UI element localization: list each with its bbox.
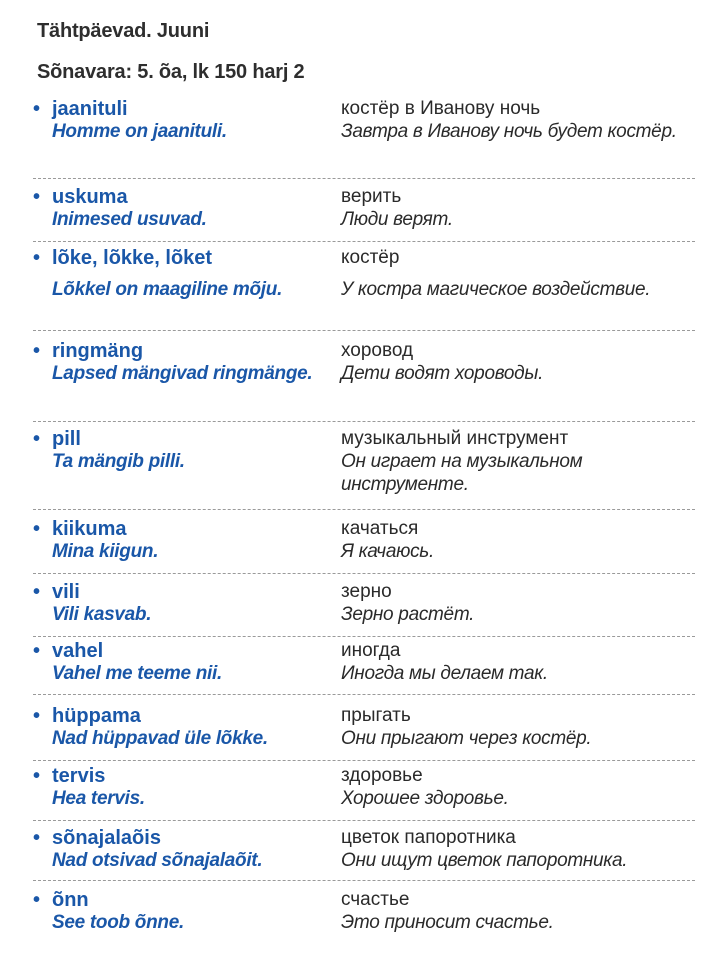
vocab-word: • ringmäng xyxy=(33,340,144,362)
page-subtitle: Sõnavara: 5. õa, lk 150 harj 2 xyxy=(37,61,305,83)
vocab-entry xyxy=(33,575,695,637)
estonian-column xyxy=(33,428,329,473)
vocab-translation: счастье xyxy=(341,889,410,910)
vocab-translation: здоровье xyxy=(341,765,423,786)
bullet-icon: • xyxy=(33,705,41,727)
vocab-example: Lapsed mängivad ringmänge. xyxy=(52,363,313,384)
vocab-word: • vahel xyxy=(33,640,104,662)
vocab-word: • tervis xyxy=(33,765,106,787)
vocab-example: Nad otsivad sõnajalaõit. xyxy=(52,850,263,871)
vocab-example: See toob õnne. xyxy=(52,912,184,933)
estonian-column xyxy=(33,340,329,385)
vocab-word: • uskuma xyxy=(33,186,128,208)
vocab-entry xyxy=(33,762,695,821)
bullet-icon: • xyxy=(33,640,41,662)
vocab-entry xyxy=(33,638,695,695)
vocab-translation-example: У костра магическое воздействие. xyxy=(341,279,651,300)
bullet-icon: • xyxy=(33,518,41,540)
vocab-word: • pill xyxy=(33,428,81,450)
russian-column xyxy=(341,186,701,231)
russian-column xyxy=(341,518,701,563)
vocab-translation: верить xyxy=(341,186,402,207)
vocab-translation-example: Завтра в Иванову ночь будет костёр. xyxy=(341,121,677,142)
vocab-translation: качаться xyxy=(341,518,419,539)
vocab-example: Hea tervis. xyxy=(52,788,145,809)
bullet-icon: • xyxy=(33,827,41,849)
bullet-icon: • xyxy=(33,765,41,787)
vocab-entry xyxy=(33,423,695,510)
vocab-translation: музыкальный инструмент xyxy=(341,428,569,449)
estonian-column xyxy=(33,765,329,810)
russian-column xyxy=(341,765,701,810)
vocab-translation: прыгать xyxy=(341,705,411,726)
russian-column xyxy=(341,98,701,143)
vocab-example: Homme on jaanituli. xyxy=(52,121,227,142)
estonian-column xyxy=(33,889,329,934)
russian-column xyxy=(341,640,701,685)
vocab-translation-example: Я качаюсь. xyxy=(341,541,434,562)
vocab-translation-example: Дети водят хороводы. xyxy=(341,363,544,384)
bullet-icon: • xyxy=(33,247,41,269)
vocab-translation-example: Хорошее здоровье. xyxy=(341,788,509,809)
vocab-translation: костёр в Иванову ночь xyxy=(341,98,541,119)
vocab-word: • jaanituli xyxy=(33,98,128,120)
vocab-entry xyxy=(33,243,695,331)
vocab-translation: цветок папоротника xyxy=(341,827,516,848)
vocab-translation: иногда xyxy=(341,640,401,661)
russian-column xyxy=(341,581,701,626)
vocab-entry xyxy=(33,822,695,881)
estonian-column xyxy=(33,247,329,301)
vocab-word: • vili xyxy=(33,581,80,603)
estonian-column xyxy=(33,186,329,231)
vocab-example: Ta mängib pilli. xyxy=(52,451,185,472)
vocab-entry xyxy=(33,180,695,242)
vocab-entry xyxy=(33,696,695,761)
vocab-entry xyxy=(33,882,695,942)
estonian-column xyxy=(33,705,329,750)
vocab-word: • kiikuma xyxy=(33,518,127,540)
russian-column xyxy=(341,827,701,872)
vocab-entry xyxy=(33,96,695,179)
vocab-translation: костёр xyxy=(341,247,400,268)
bullet-icon: • xyxy=(33,428,41,450)
page-title: Tähtpäevad. Juuni xyxy=(37,20,210,42)
estonian-column xyxy=(33,581,329,626)
vocab-example: Lõkkel on maagiline mõju. xyxy=(52,279,283,300)
vocab-entry xyxy=(33,511,695,574)
estonian-column xyxy=(33,98,329,143)
vocab-example: Mina kiigun. xyxy=(52,541,159,562)
vocab-example: Nad hüppavad üle lõkke. xyxy=(52,728,268,749)
vocab-translation-example: Это приносит счастье. xyxy=(341,912,554,933)
bullet-icon: • xyxy=(33,186,41,208)
russian-column xyxy=(341,705,701,750)
russian-column xyxy=(341,428,701,496)
vocab-translation-example: Они прыгают через костёр. xyxy=(341,728,592,749)
vocab-translation: хоровод xyxy=(341,340,414,361)
vocab-word: • õnn xyxy=(33,889,89,911)
vocab-word: • sõnajalaõis xyxy=(33,827,161,849)
estonian-column xyxy=(33,827,329,872)
estonian-column xyxy=(33,640,329,685)
bullet-icon: • xyxy=(33,581,41,603)
vocab-translation-example: Зерно растёт. xyxy=(341,604,475,625)
russian-column xyxy=(341,889,701,934)
vocab-entry xyxy=(33,332,695,422)
vocab-example: Vahel me teeme nii. xyxy=(52,663,222,684)
bullet-icon: • xyxy=(33,98,41,120)
russian-column xyxy=(341,340,701,385)
vocab-translation-example: Он играет на музыкальном инструменте. xyxy=(341,451,583,495)
bullet-icon: • xyxy=(33,340,41,362)
vocab-translation-example: Люди верят. xyxy=(341,209,453,230)
vocab-example: Inimesed usuvad. xyxy=(52,209,207,230)
bullet-icon: • xyxy=(33,889,41,911)
vocab-translation-example: Иногда мы делаем так. xyxy=(341,663,548,684)
vocab-word: • hüppama xyxy=(33,705,141,727)
vocab-example: Vili kasvab. xyxy=(52,604,152,625)
russian-column xyxy=(341,247,701,301)
estonian-column xyxy=(33,518,329,563)
vocab-translation-example: Они ищут цветок папоротника. xyxy=(341,850,628,871)
vocab-word: • lõke, lõkke, lõket xyxy=(33,247,213,269)
vocab-translation: зерно xyxy=(341,581,392,602)
